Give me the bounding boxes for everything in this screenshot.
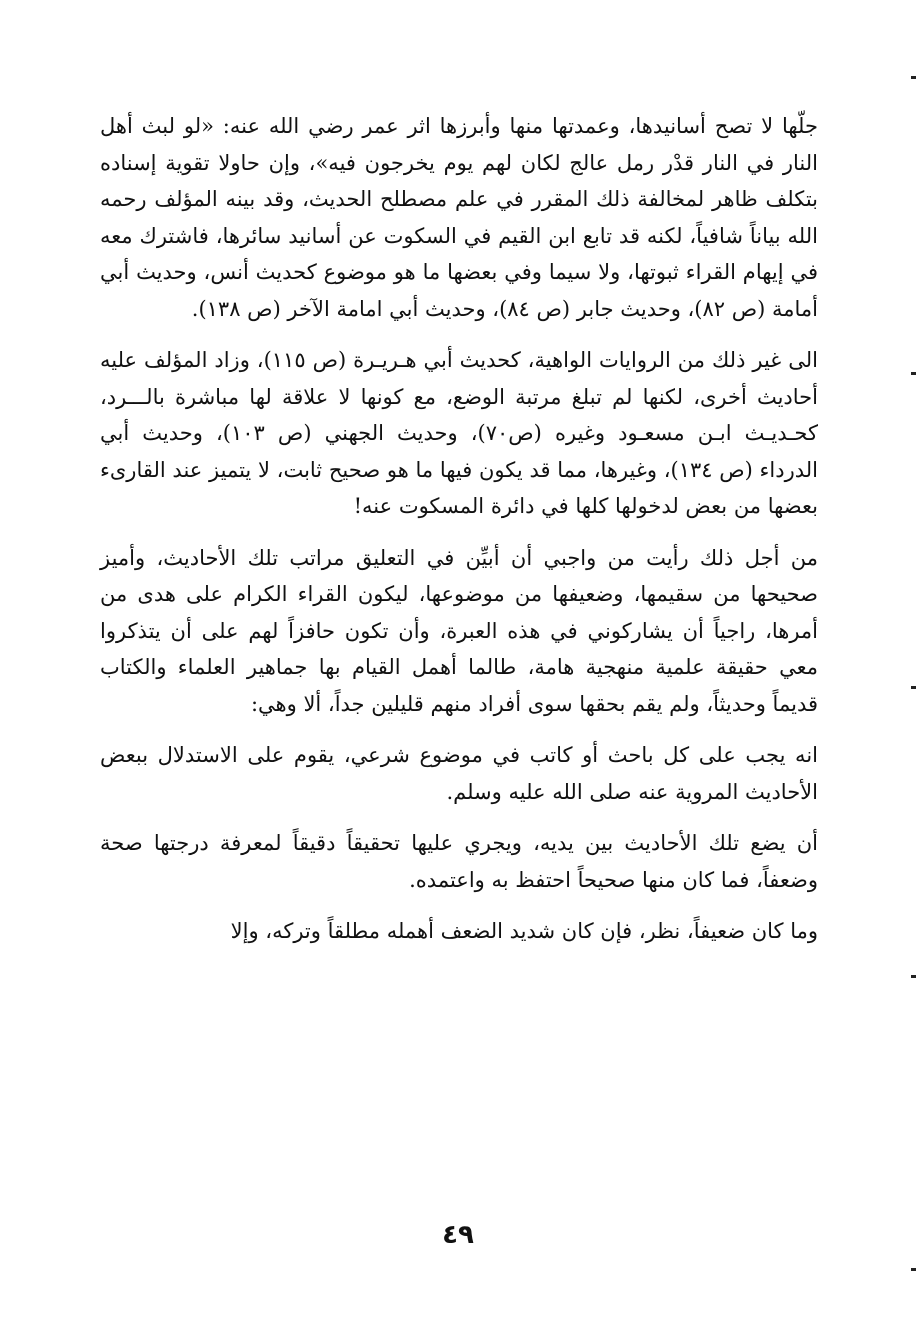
paragraph-1: جلّها لا تصح أسانيدها، وعمدتها منها وأبرزها اثر عمر رضي الله عنه: «لو لبث أهل النار في النار قدْر رمل عالج لكان لهم يوم يخرجون فيه»، وإن حاولا تقوية إسناده بتكلف ظاهر لمخالفة ذلك المقرر في علم مصطلح الحديث، وقد بينه المؤلف رحمه الله بياناً شافياً، لكنه قد تابع ابن القيم في السكوت عن أسانيد سائرها، فاشترك معه في إيهام القراء ثبوتها، ولا سيما وفي بعضها ما هو موضوع كحديث أنس، وحديث أبي أمامة (ص ٨٢)، وحديث جابر (ص ٨٤)، وحديث أبي امامة الآخر (ص ١٣٨). <box>100 114 818 321</box>
scan-edge-mark <box>911 372 916 375</box>
paragraph-6: وما كان ضعيفاً، نظر، فإن كان شديد الضعف أهمله مطلقاً وتركه، وإلا <box>230 919 818 943</box>
paragraph-2: الى غير ذلك من الروايات الواهية، كحديث أبي هـريـرة (ص ١١٥)، وزاد المؤلف عليه أحاديث أخرى، لكنها لم تبلغ مرتبة الوضع، مع كونها لا علاقة لها مباشرة بالـــرد، كحـديـث ابـن مسعـود وغيره (ص٧٠)، وحديث الجهني (ص ١٠٣)، وحديث أبي الدرداء (ص ١٣٤)، وغيرها، مما قد يكون فيها ما هو صحيح ثابت، لا يتميز عند القارىء بعضها من بعض لدخولها كلها في دائرة المسكوت عنه! <box>100 348 819 518</box>
scan-edge-mark <box>911 76 916 79</box>
scan-edge-mark <box>911 686 916 689</box>
paragraph-5: أن يضع تلك الأحاديث بين يديه، ويجري عليها تحقيقاً دقيقاً لمعرفة درجتها صحة وضعفاً، فما كان منها صحيحاً احتفظ به واعتمده. <box>100 831 818 892</box>
scan-edge-mark <box>911 975 916 978</box>
page-number: ٤٩ <box>442 1220 474 1250</box>
scan-edge-mark <box>911 1268 916 1271</box>
paragraph-4: انه يجب على كل باحث أو كاتب في موضوع شرعي، يقوم على الاستدلال ببعض الأحاديث المروية عنه صلى الله عليه وسلم. <box>100 743 818 804</box>
page-body <box>100 108 818 965</box>
paragraph-3: من أجل ذلك رأيت من واجبي أن أبيِّن في التعليق مراتب تلك الأحاديث، وأميز صحيحها من سقيمها، وضعيفها من موضوعها، ليكون القراء الكرام على هدى من أمرها، راجياً أن يشاركوني في هذه العبرة، وأن تكون حافزاً لهم على أن يتذكروا معي حقيقة علمية منهجية هامة، طالما أهمل القيام بها جماهير العلماء والكتاب قديماً وحديثاً، ولم يقم بحقها سوى أفراد منهم قليلين جداً، ألا وهي: <box>100 545 818 716</box>
